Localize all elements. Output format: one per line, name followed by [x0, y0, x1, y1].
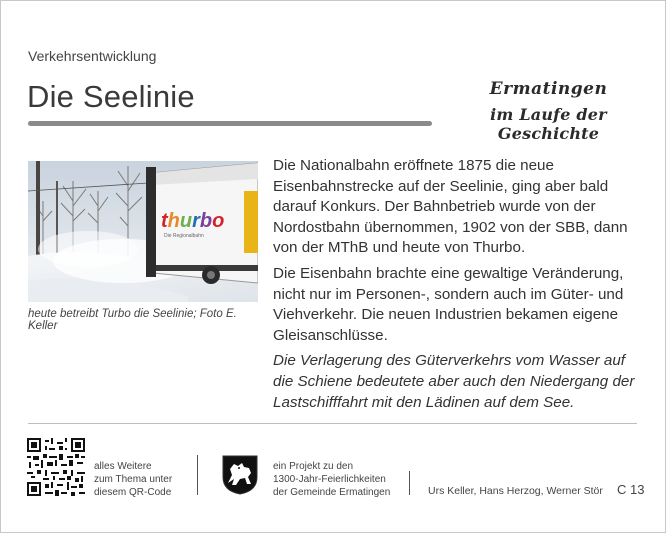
qr-hint-line-1: alles Weitere: [94, 461, 152, 472]
bus-photo: [28, 161, 258, 302]
footer-divider: [28, 423, 637, 424]
municipal-crest-icon: [222, 455, 258, 495]
body-text: [273, 156, 643, 418]
qr-hint: [94, 460, 172, 499]
qr-hint-line-2: zum Thema unter: [94, 474, 173, 485]
page-number: C 13: [617, 482, 645, 497]
project-line-2: 1300-Jahr-Feierlichkeiten: [273, 474, 386, 485]
project-line-3: der Gemeinde Ermatingen: [273, 487, 391, 498]
paragraph-3-italic: Die Verlagerung des Güterverkehrs vom Wasser auf die Schiene bedeutete aber auch den Niedergang der Lastschifffahrt mit den Lädinen auf dem See.: [273, 352, 635, 411]
section-kicker: Verkehrsentwicklung: [28, 48, 157, 64]
paragraph-2: Die Eisenbahn brachte eine gewaltige Veränderung, nicht nur im Personen-, sondern auch im Güter- und Viehverkehr. Die neuen Industrien bekamen eigene Gleisanschlüsse.: [273, 264, 624, 344]
photo-caption: heute betreibt Turbo die Seelinie; Foto E. Keller: [28, 308, 237, 332]
footer-separator-2: [409, 471, 410, 495]
project-line-1: ein Projekt zu den: [273, 461, 354, 472]
page-title: Die Seelinie: [27, 79, 195, 114]
logo-line-1: Ermatingen: [489, 79, 608, 99]
qr-hint-line-3: diesem QR-Code: [94, 487, 172, 498]
title-underline: [28, 121, 432, 126]
footer-separator: [197, 455, 198, 495]
logo-line-2: im Laufe der Geschichte: [490, 105, 607, 143]
qr-code[interactable]: [27, 438, 85, 496]
bus-in-snow-image: [28, 161, 258, 302]
series-logo: [456, 79, 641, 143]
project-note: [273, 460, 390, 499]
authors: Urs Keller, Hans Herzog, Werner Stör: [428, 485, 603, 497]
paragraph-1: Die Nationalbahn eröffnete 1875 die neue Eisenbahnstrecke auf der Seelinie, ging aber bald darauf Konkurs. Der Bahnbetrieb wurde von der Nordostbahn übernommen, 1902 von der SBB, dann von der MThB und heute von Thurbo.: [273, 157, 628, 257]
svg-text:thurbo: thurbo: [161, 210, 225, 232]
svg-text:Die Regionalbahn: Die Regionalbahn: [164, 233, 204, 239]
